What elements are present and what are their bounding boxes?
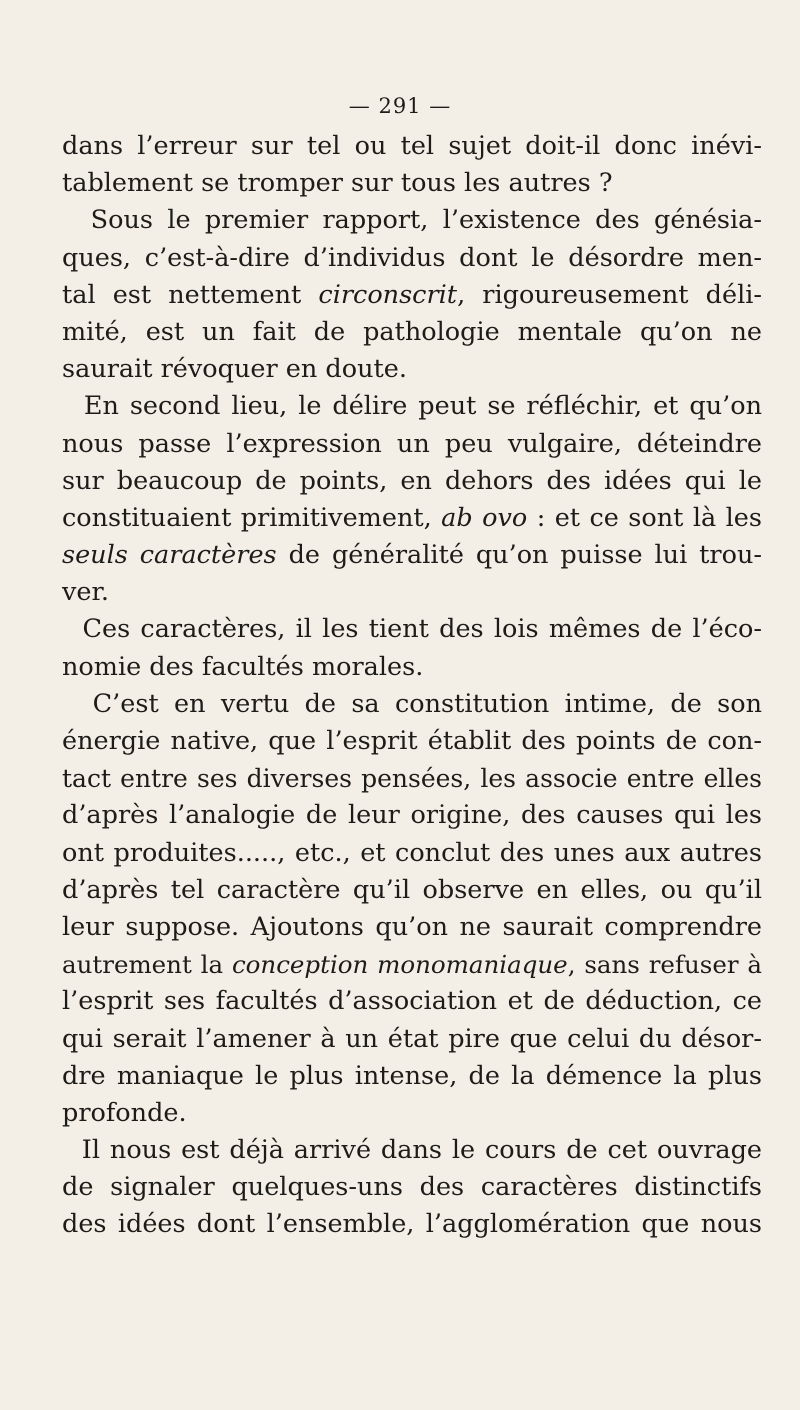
- text-line: tablement se tromper sur tous les autres ?: [62, 168, 613, 199]
- text-line: autrement la conception monomaniaque, sans refuser à: [62, 950, 762, 980]
- italic-term: ab ovo: [441, 502, 528, 533]
- text-line: d’après tel caractère qu’il observe en elles, ou qu’il: [62, 874, 762, 905]
- text-line: Ces caractères, il les tient des lois mêmes de l’éco-: [82, 614, 762, 645]
- text-line: C’est en vertu de sa constitution intime, de son: [92, 688, 762, 719]
- text-line: sur beaucoup de points, en dehors des idées qui le: [62, 465, 762, 496]
- text-line: leur suppose. Ajoutons qu’on ne saurait comprendre: [62, 911, 762, 942]
- italic-term: circonscrit: [318, 279, 458, 310]
- body-text: [62, 128, 762, 1244]
- text-line: En second lieu, le délire peut se réfléchir, et qu’on: [83, 391, 762, 422]
- italic-term: seuls caractères: [62, 540, 277, 571]
- italic-term: conception monomaniaque: [231, 950, 568, 980]
- text-line: énergie native, que l’esprit établit des points de con-: [62, 726, 762, 756]
- text-line: Sous le premier rapport, l’existence des génésia-: [90, 205, 762, 236]
- text-line: nous passe l’expression un peu vulgaire, déteindre: [62, 428, 762, 459]
- text-line: profonde.: [62, 1097, 187, 1128]
- text-line: tact entre ses diverses pensées, les associe entre elles: [62, 764, 762, 794]
- page-number: — 291 —: [348, 94, 452, 118]
- text-line: ver.: [62, 577, 109, 608]
- text-line: saurait révoquer en doute.: [62, 354, 407, 385]
- text-line: tal est nettement circonscrit, rigoureusement déli-: [62, 279, 762, 310]
- text-line: de signaler quelques-uns des caractères distinctifs: [62, 1172, 762, 1203]
- text-line: seuls caractères de généralité qu’on puisse lui trou-: [62, 540, 763, 571]
- text-line: des idées dont l’ensemble, l’agglomération que nous: [62, 1209, 762, 1240]
- text-line: d’après l’analogie de leur origine, des causes qui les: [62, 800, 762, 831]
- text-line: qui serait l’amener à un état pire que celui du désor-: [62, 1023, 762, 1054]
- text-line: nomie des facultés morales.: [62, 651, 424, 682]
- text-line: ont produites....., etc., et conclut des unes aux autres: [62, 837, 762, 868]
- text-line: Il nous est déjà arrivé dans le cours de cet ouvrage: [81, 1135, 762, 1166]
- text-line: l’esprit ses facultés d’association et de déduction, ce: [62, 986, 762, 1017]
- text-line: ques, c’est-à-dire d’individus dont le désordre men-: [62, 242, 762, 273]
- text-line: constituaient primitivement, ab ovo : et ce sont là les: [62, 502, 762, 533]
- text-line: dre maniaque le plus intense, de la démence la plus: [62, 1060, 762, 1091]
- text-line: dans l’erreur sur tel ou tel sujet doit-il donc inévi-: [62, 131, 762, 161]
- text-line: mité, est un fait de pathologie mentale qu’on ne: [62, 316, 762, 347]
